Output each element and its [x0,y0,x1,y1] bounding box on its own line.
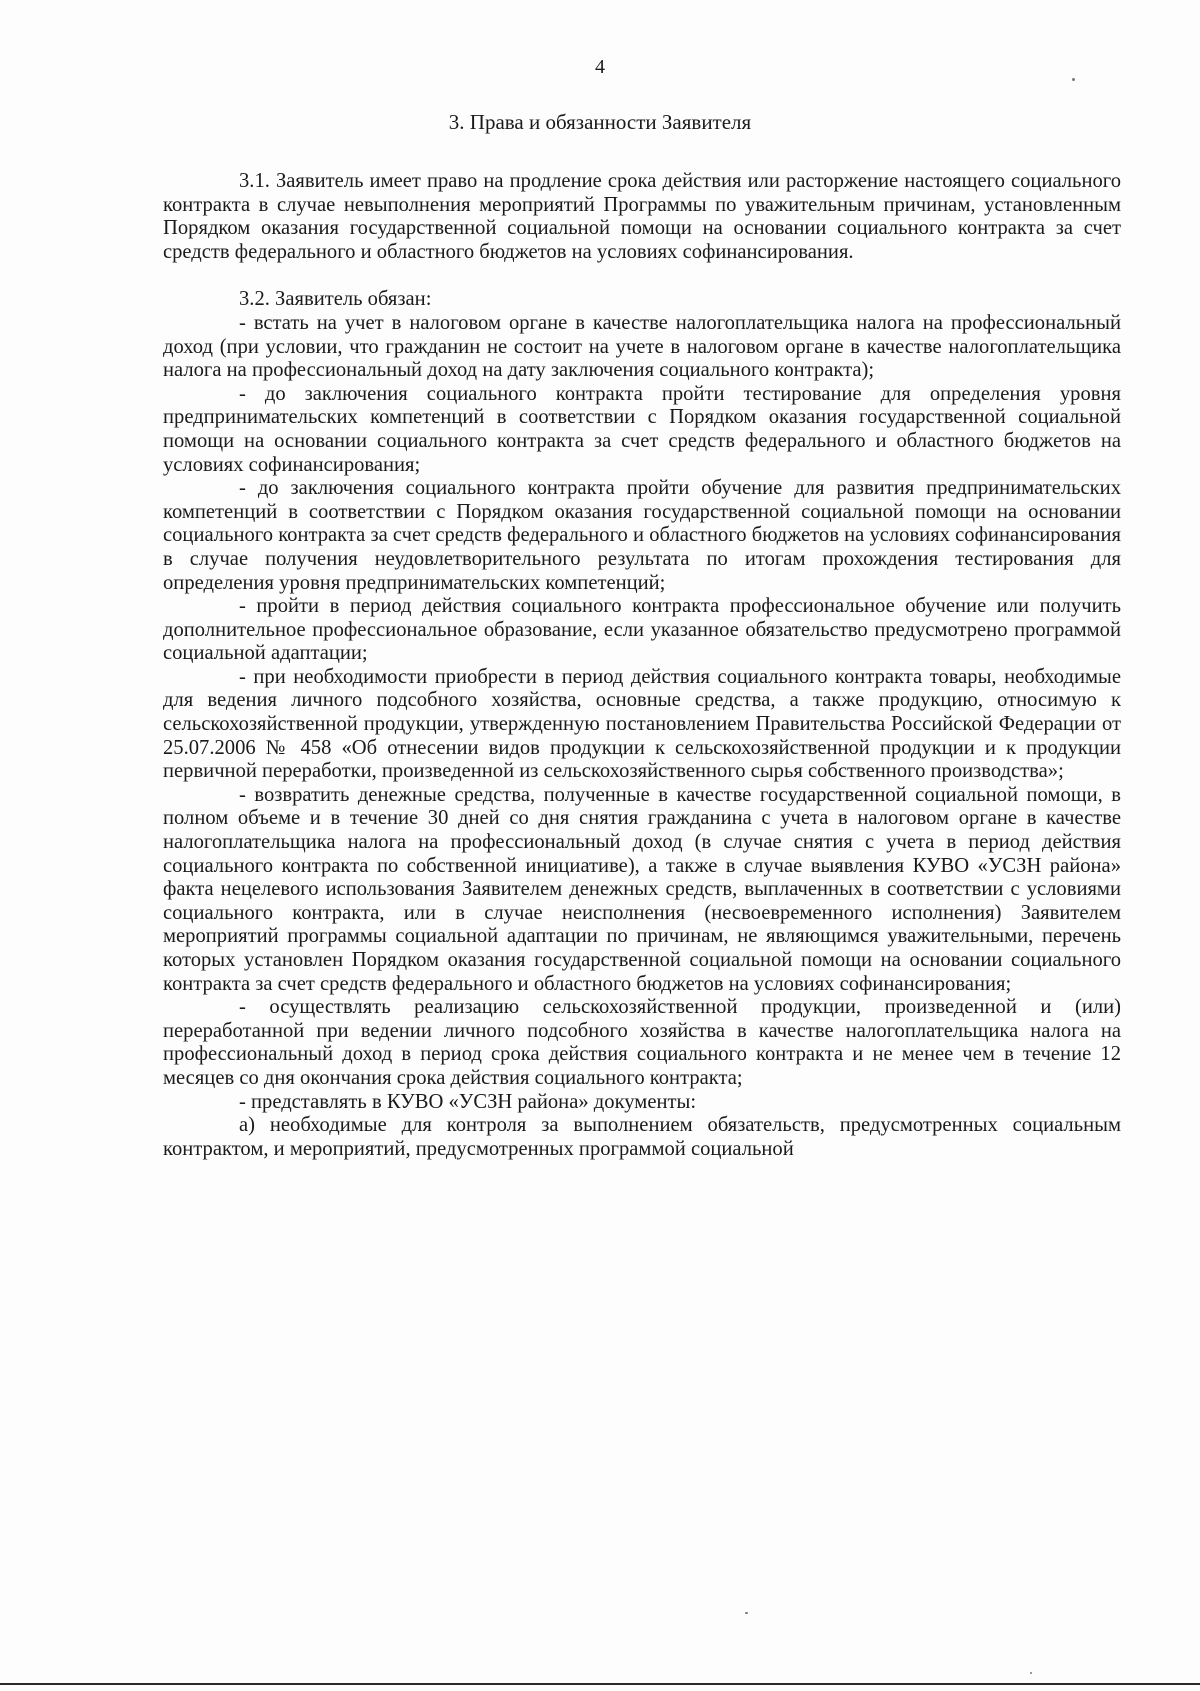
paragraph-3-2-heading: 3.2. Заявитель обязан: [239,288,432,311]
obligation-professional-education: - пройти в период действия социального контракта профессиональное обучение или получить дополнительное профессиональное образование, если указанное обязательство предусмотрено программой социальной адаптации; [163,595,1121,665]
document-body [163,170,1121,1161]
obligation-purchase-goods: - при необходимости приобрести в период действия социального контракта товары, необходимые для ведения личного подсобного хозяйства, основные средства, а также продукцию, относимую к сельскохозяйственной продукции, утвержденную постановлением Правительства Российской Федерации от 25.07.2006 № 458 «Об отнесении видов продукции к сельскохозяйственной продукции и к продукции первичной переработки, произведенной из сельскохозяйственного сырья собственного производства»; [163,665,1121,783]
page-number: 4 [595,56,605,78]
scan-speck [1072,78,1075,81]
scan-edge-line [0,1683,1200,1685]
section-title: 3. Права и обязанности Заявителя [448,110,752,134]
paragraph-3-1: 3.1. Заявитель имеет право на продление срока действия или расторжение настоящего социального контракта в случае невыполнения мероприятий Программы по уважительным причинам, установленным Порядком оказания государственной социальной помощи на основании социального контракта за счет средств федерального и областного бюджетов на условиях софинансирования. [163,170,1121,263]
obligation-submit-documents: - представлять в КУВО «УСЗН района» документы: [239,1090,697,1113]
obligation-testing: - до заключения социального контракта пройти тестирование для определения уровня предпринимательских компетенций в соответствии с Порядком оказания государственной социальной помощи на основании социального контракта за счет средств федерального и областного бюджетов на условиях софинансирования; [163,382,1121,476]
scan-speck [1030,1672,1032,1674]
obligation-training: - до заключения социального контракта пройти обучение для развития предпринимательских компетенций в соответствии с Порядком оказания государственной социальной помощи на основании социального контракта за счет средств федерального и областного бюджетов на условиях софинансирования в случае получения неудовлетворительного результата по итогам прохождения тестирования для определения уровня предпринимательских компетенций; [163,477,1121,594]
scan-speck [745,1612,748,1614]
obligation-tax-registration: - встать на учет в налоговом органе в качестве налогоплательщика налога на профессиональный доход (при условии, что гражданин не состоит на учете в налоговом органе в качестве налогоплательщика налога на профессиональный доход на дату заключения социального контракта); [163,311,1121,382]
documents-item-a: а) необходимые для контроля за выполнением обязательств, предусмотренных социальным контрактом, и мероприятий, предусмотренных программой социальной [163,1114,1121,1160]
obligation-sale-of-produce: - осуществлять реализацию сельскохозяйственной продукции, произведенной и (или) переработанной при ведении личного подсобного хозяйства в качестве налогоплательщика налога на профессиональный доход в период срока действия социального контракта и не менее чем в течение 12 месяцев со дня окончания срока действия социального контракта; [163,996,1121,1089]
obligation-refund: - возвратить денежные средства, полученные в качестве государственной социальной помощи, в полном объеме и в течение 30 дней со дня снятия гражданина с учета в налоговом органе в качестве налогоплательщика налога на профессиональный доход (в случае снятия с учета в период действия социального контракта по собственной инициативе), а также в случае выявления КУВО «УСЗН района» факта нецелевого использования Заявителем денежных средств, выплаченных в соответствии с условиями социального контракта, или в случае неисполнения (несвоевременного исполнения) Заявителем мероприятий программы социальной адаптации по причинам, не являющимся уважительными, перечень которых установлен Порядком оказания государственной социальной помощи на основании социального контракта за счет средств федерального и областного бюджетов на условиях софинансирования; [163,783,1121,995]
